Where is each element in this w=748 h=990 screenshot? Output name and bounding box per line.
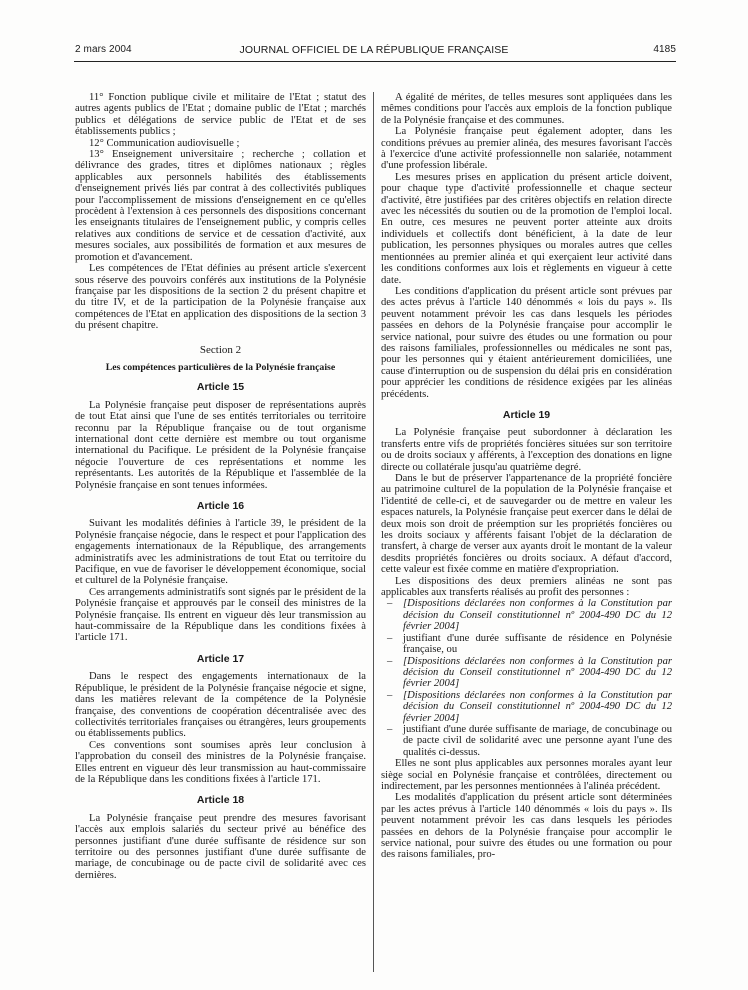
article-16-paragraph-1: Suivant les modalités définies à l'article 39, le président de la Polynésie française négocie, dans le respect et pour l'application des engagements internationaux de la République, des arrangements administratifs avec les administrations de tout Etat ou territoire du Pacifique, en vue de favoriser le développement économique, social et culturel de la Polynésie française. [75, 518, 366, 587]
article-16-paragraph-2: Ces arrangements administratifs sont signés par le président de la Polynésie française et approuvés par le conseil des ministres de la Polynésie française. Ils entrent en vigueur dès leur transmission au haut-commissaire de la République dans les conditions fixées à l'article 171. [75, 586, 366, 644]
article-19-paragraph-2: Dans le but de préserver l'appartenance de la propriété foncière au patrimoine culturel de la population de la Polynésie française et l'identité de celle-ci, et de sauvegarder ou de mettre en valeur les espaces naturels, la Polynésie française peut exercer dans le délai de deux mois son droit de préemption sur les propriétés foncières ou les droits sociaux y afférents faisant l'objet de la déclaration de transfert, à charge de verser aux ayants droit le montant de la valeur desdits propriétés foncières ou droits sociaux. A défaut d'accord, cette valeur est fixée comme en matière d'expropriation. [381, 473, 672, 576]
article-18-paragraph-4: Les mesures prises en application du présent article doivent, pour chaque type d'activité professionnelle et chaque secteur d'activité, être justifiées par des critères objectifs en relation directe avec les nécessités du soutien ou de la promotion de l'emploi local. En outre, ces mesures ne peuvent porter atteinte aux droits individuels et collectifs dont bénéficient, à la date de leur publication, les personnes physiques ou morales autres que celles mentionnées au premier alinéa et qui exerçaient leur activité dans les conditions conformes aux lois et règlements en vigueur à cette date. [381, 171, 672, 286]
page-date: 2 mars 2004 [75, 44, 132, 55]
list-item [381, 724, 672, 758]
article-15-heading: Article 15 [196, 381, 245, 394]
article-19-paragraph-5: Les modalités d'application du présent article sont déterminées par les actes prévus à l'article 140 dénommés « lois du pays ». Ils peuvent notamment prévoir les cas dans lesquels les périodes passées en dehors de la Polynésie française pour accomplir le service national, pour suivre des études ou une formation ou pour des raisons familiales, pro- [381, 792, 672, 861]
list-item-text: [Dispositions déclarées non conformes à la Constitution par décision du Conseil constitutionnel nº 2004-490 DC du 12 février 2004] [403, 655, 672, 690]
dash-marker: – [387, 723, 393, 735]
article-19-paragraph-1: La Polynésie française peut subordonner à déclaration les transferts entre vifs de propriétés foncières situées sur son territoire ou de droits sociaux y afférents, à l'exception des donations en ligne directe ou collatérale jusqu'au quatrième degré. [381, 427, 672, 473]
article-17-paragraph-1: Dans le respect des engagements internationaux de la République, le président de la Polynésie française négocie et signe, dans les matières relevant de la compétence de la Polynésie française, des conventions de coopération décentralisée avec des collectivités territoriales françaises ou étrangères, leurs groupements ou établissements publics. [75, 671, 366, 740]
article-18-heading: Article 18 [196, 794, 245, 807]
article-15-paragraph-1: La Polynésie française peut disposer de représentations auprès de tout Etat ainsi que l'une de ses entités territoriales ou territoire reconnu par la République française ou de tout organisme international dont cette dernière est membre ou tout organisme international du Pacifique. Le président de la Polynésie française négocie l'ouverture de ces représentations et nomme les représentants. Les autorités de la République et l'assemblée de la Polynésie française en sont tenues informées. [75, 399, 366, 491]
list-item [381, 633, 672, 656]
paragraph-item-12: 12° Communication audiovisuelle ; [89, 137, 240, 149]
article-18-paragraph-2: A égalité de mérites, de telles mesures sont appliquées dans les mêmes conditions pour l'accès aux emplois de la fonction publique de la Polynésie française et des communes. [381, 92, 672, 126]
article-19-paragraph-4: Elles ne sont plus applicables aux personnes morales ayant leur siège social en Polynésie française et contrôlées, directement ou indirectement, par les personnes mentionnées à l'alinéa précédent. [381, 758, 672, 792]
left-column [75, 92, 366, 881]
right-column [381, 92, 672, 861]
article-18-paragraph-3: La Polynésie française peut également adopter, dans les conditions prévues au premier alinéa, des mesures favorisant l'accès à l'exercice d'une activité professionnelle non salariée, notamment d'une profession libérale. [381, 126, 672, 172]
article-19-paragraph-3: Les dispositions des deux premiers alinéas ne sont pas applicables aux transferts réalisés au profit des personnes : [381, 575, 672, 599]
article-16-heading: Article 16 [196, 500, 245, 512]
article-17-paragraph-2: Ces conventions sont soumises après leur conclusion à l'approbation du conseil des ministres de la Polynésie française. Elles entrent en vigueur dès leur transmission au haut-commissaire de la République dans les conditions fixées à l'article 171. [75, 739, 366, 785]
dash-marker: – [387, 655, 393, 667]
article-18-paragraph-1: La Polynésie française peut prendre des mesures favorisant l'accès aux emplois salariés du secteur privé au bénéfice des personnes justifiant d'une durée suffisante de résidence sur son territoire ou des personnes justifiant d'une durée suffisante de mariage, de concubinage ou de pacte civil de solidarité avec ces dernières. [75, 812, 366, 881]
list-item [381, 598, 672, 632]
page-number: 4185 [653, 44, 676, 55]
journal-title: JOURNAL OFFICIEL DE LA RÉPUBLIQUE FRANÇAISE [239, 44, 509, 56]
list-item-text: justifiant d'une durée suffisante de mariage, de concubinage ou de pacte civil de solidarité avec une personne ayant l'une des qualités ci-dessus. [403, 723, 672, 758]
article-18-paragraph-5: Les conditions d'application du présent article sont prévues par des actes prévus à l'article 140 dénommés « lois du pays ». Ils peuvent notamment prévoir les cas dans lesquels les périodes passées en dehors de la Polynésie française pour accomplir le service national, pour suivre des études ou une formation ou pour des raisons familiales, professionnelles ou médicales ne sont pas, pour les personnes qui y étaient antérieurement domiciliées, une cause d'interruption ou de suspension du délai pris en considération pour apprécier les conditions de résidence exigées par les alinéas précédents. [381, 285, 672, 400]
paragraph-competences: Les compétences de l'Etat définies au présent article s'exercent sous réserve des pouvoirs conférés aux institutions de la Polynésie française par les dispositions de la section 2 du présent chapitre et du titre IV, et de la participation de la Polynésie française aux compétences de l'Etat en application des dispositions de la section 3 du présent chapitre. [75, 263, 366, 332]
exemption-list [381, 598, 672, 758]
dash-marker: – [387, 632, 393, 644]
section-title: Les compétences particulières de la Polynésie française [105, 361, 336, 373]
article-17-heading: Article 17 [196, 652, 245, 665]
section-label: Section 2 [199, 343, 242, 356]
paragraph-item-11: 11° Fonction publique civile et militaire de l'Etat ; statut des autres agents publics de l'Etat ; domaine public de l'Etat ; marchés publics et délégations de service public de l'Etat et de ses établissements publics ; [75, 92, 366, 138]
list-item-text: [Dispositions déclarées non conformes à la Constitution par décision du Conseil constitutionnel nº 2004-490 DC du 12 février 2004] [403, 598, 672, 633]
list-item [381, 690, 672, 724]
article-19-heading: Article 19 [502, 408, 551, 421]
column-divider [373, 92, 374, 972]
paragraph-item-13: 13° Enseignement universitaire ; recherche ; collation et délivrance des grades, titres et diplômes nationaux ; règles applicables aux personnels habilités des établissements d'enseignement privés liés par contrat à des collectivités publiques pour l'accomplissement de missions d'enseignement en ce qu'elles procèdent à l'extension à ces personnels des dispositions concernant les enseignants titulaires de l'enseignement public, y compris celles relatives aux conditions de service et de cessation d'activité, aux mesures sociales, aux possibilités de formation et aux mesures de promotion et d'avancement. [75, 149, 366, 263]
list-item-text: justifiant d'une durée suffisante de résidence en Polynésie française, ou [403, 632, 672, 656]
dash-marker: – [387, 689, 393, 701]
header-rule [74, 61, 676, 62]
list-item-text: [Dispositions déclarées non conformes à la Constitution par décision du Conseil constitutionnel nº 2004-490 DC du 12 février 2004] [403, 689, 672, 724]
list-item [381, 656, 672, 690]
dash-marker: – [387, 598, 393, 610]
